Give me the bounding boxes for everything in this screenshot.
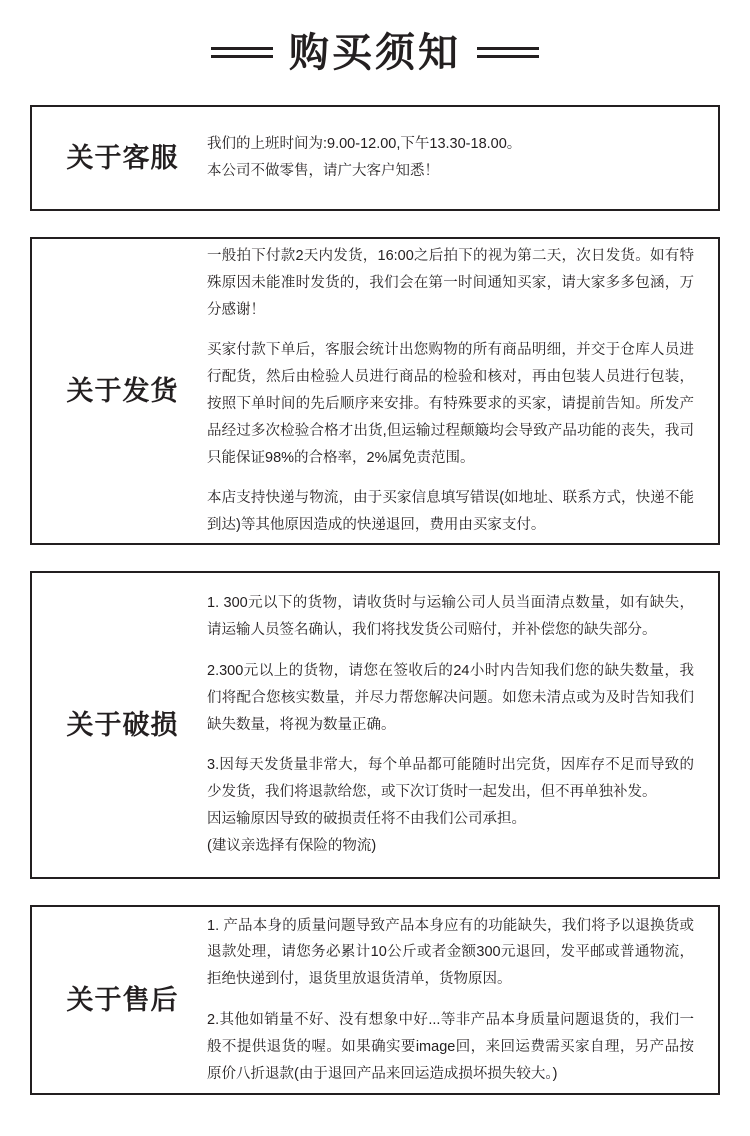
paragraph: 本公司不做零售，请广大客户知悉！: [207, 163, 439, 179]
paragraph: 2.其他如销量不好、没有想象中好...等非产品本身质量问题退货的，我们一般不提供退货的喔。如果确实要image回，来回运费需买家自理，另产品按原价八折退款(由于退回产品来回运造成损坏损失较大。): [207, 1012, 694, 1082]
section-label-shipping: 关于发货: [66, 375, 179, 406]
page-header: [30, 0, 720, 105]
header-rule-left: [211, 47, 273, 58]
paragraph: 因运输原因导致的破损责任将不由我们公司承担。: [207, 811, 526, 828]
header-rule-right: [477, 47, 539, 58]
section-label-customer-service: 关于客服: [66, 142, 179, 173]
paragraph: 3.因每天发货量非常大，每个单品都可能随时出完货，因库存不足而导致的少发货，我们将退款给您，或下次订货时一起发出，但不再单独补发。: [207, 757, 694, 801]
section-body-customer-service: [207, 117, 718, 199]
paragraph: (建议亲选择有保险的物流): [207, 837, 377, 854]
paragraph: 本店支持快递与物流，由于买家信息填写错误(如地址、联系方式，快递不能到达)等其他原因造成的快递退回，费用由买家支付。: [207, 490, 694, 534]
section-customer-service: [30, 105, 720, 211]
paragraph: 买家付款下单后，客服会统计出您购物的所有商品明细，并交于仓库人员进行配货，然后由检验人员进行商品的检验和核对，再由包装人员进行包装，按照下单时间的先后顺序来安排。有特殊要求的买家，请提前告知。所发产品经过多次检验合格才出货,但运输过程颠簸均会导致产品功能的丧失，我司只能保证98%的合格率，2%属免责范围。: [207, 342, 694, 466]
paragraph: 2.300元以上的货物，请您在签收后的24小时内告知我们您的缺失数量，我们将配合您核实数量，并尽力帮您解决问题。如您未清点或为及时告知我们缺失数量，将视为数量正确。: [207, 662, 694, 733]
paragraph: 1. 300元以下的货物，请收货时与运输公司人员当面清点数量，如有缺失，请运输人员签名确认，我们将找发货公司赔付，并补偿您的缺失部分。: [207, 595, 694, 639]
page-title: 购买须知: [289, 30, 461, 75]
section-label-after-sales: 关于售后: [66, 984, 179, 1015]
section-body-damage: [207, 576, 718, 873]
paragraph: 我们的上班时间为:9.00-12.00,下午13.30-18.00。: [207, 136, 522, 153]
section-body-after-sales: [207, 899, 718, 1102]
section-damage: [30, 571, 720, 879]
section-shipping: [30, 237, 720, 545]
section-after-sales: [30, 905, 720, 1095]
paragraph: 一般拍下付款2天内发货，16:00之后拍下的视为第二天，次日发货。如有特殊原因未能准时发货的，我们会在第一时间通知买家，请大家多多包涵，万分感谢！: [207, 247, 694, 318]
section-body-shipping: [207, 229, 718, 553]
section-label-damage: 关于破损: [66, 709, 179, 740]
paragraph: 1. 产品本身的质量问题导致产品本身应有的功能缺失，我们将予以退换货或退款处理，请您务必累计10公斤或者金额300元退回，发平邮或普通物流，拒绝快递到付，退货里放退货清单，货物原因。: [207, 917, 694, 988]
